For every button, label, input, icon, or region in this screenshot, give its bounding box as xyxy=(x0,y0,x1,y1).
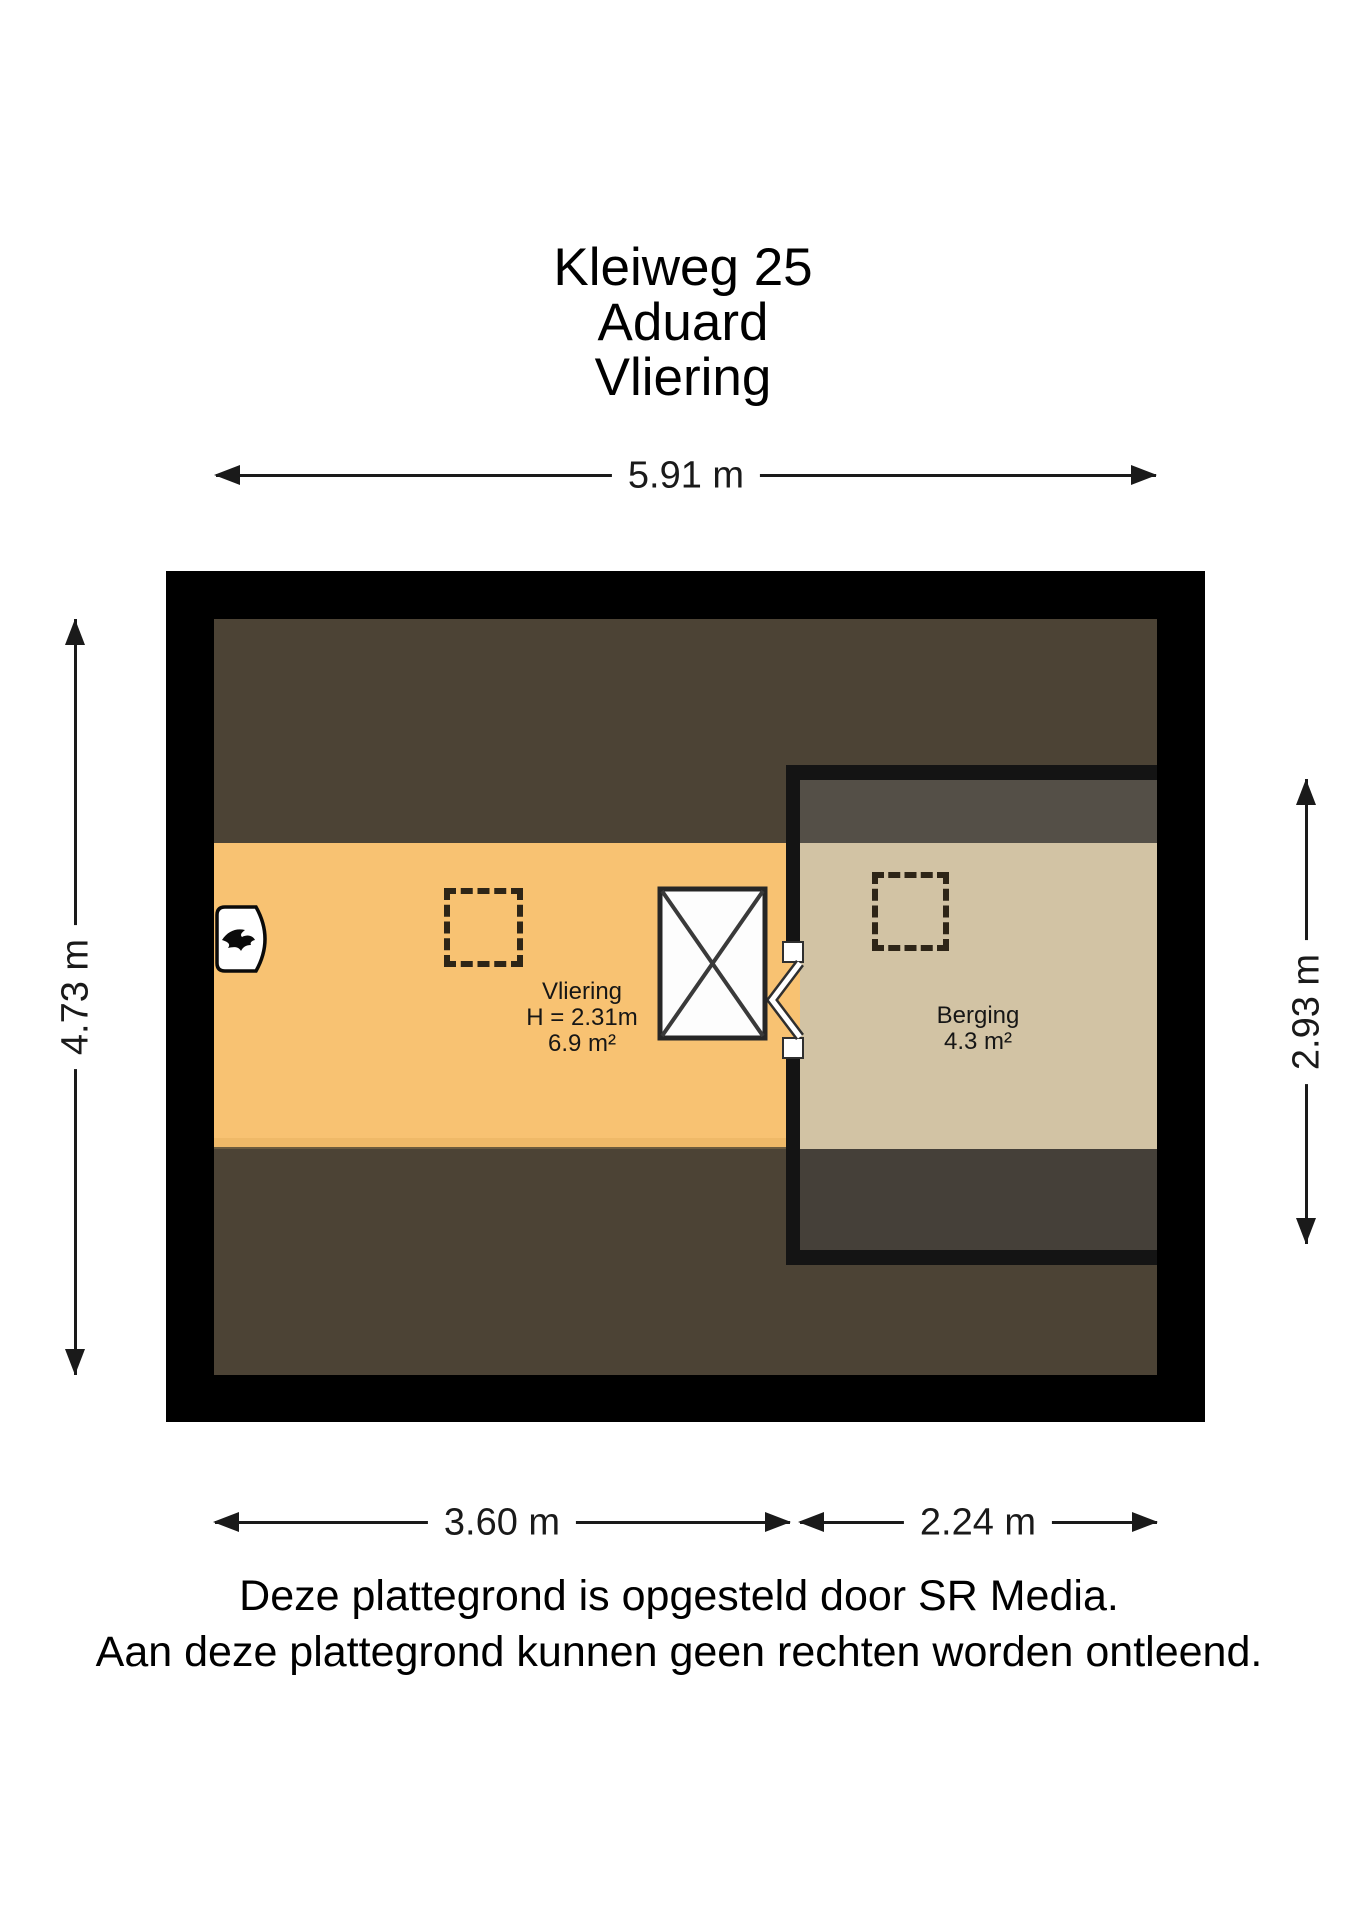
label-vliering xyxy=(482,979,682,1057)
arrow-right-icon xyxy=(765,1512,791,1532)
dimension-label-bottom-right: 2.24 m xyxy=(904,1502,1052,1545)
arrow-up-icon xyxy=(65,619,85,645)
arrow-down-icon xyxy=(1296,1218,1316,1244)
dashed-opening-berging xyxy=(872,872,949,951)
title-address: Kleiweg 25 xyxy=(553,238,813,297)
room-berging-floor xyxy=(800,843,1157,1149)
room-name: Vliering xyxy=(541,978,623,1005)
label-berging xyxy=(878,1003,1078,1055)
dimension-label-left: 4.73 m xyxy=(55,925,98,1069)
title-city: Aduard xyxy=(597,293,769,352)
footer-line-1: Deze plattegrond is opgesteld door SR Media. xyxy=(239,1572,1119,1620)
room-name: Berging xyxy=(936,1002,1020,1029)
boiler-flame-icon xyxy=(214,904,280,974)
footer-line-2: Aan deze plattegrond kunnen geen rechten worden ontleend. xyxy=(95,1628,1263,1676)
arrow-right-icon xyxy=(1132,1512,1158,1532)
arrow-down-icon xyxy=(65,1349,85,1375)
arrow-left-icon xyxy=(214,465,240,485)
berging-sloped-ceiling-bottom xyxy=(800,1149,1157,1250)
dimension-label-right: 2.93 m xyxy=(1286,940,1329,1084)
berging-sloped-ceiling-top xyxy=(800,780,1157,843)
floor-edge-shading xyxy=(214,1138,786,1149)
arrow-left-icon xyxy=(798,1512,824,1532)
footer-disclaimer xyxy=(0,1568,1358,1680)
dimension-label-top: 5.91 m xyxy=(612,455,760,498)
room-area: 4.3 m² xyxy=(943,1028,1012,1055)
title-floor: Vliering xyxy=(594,348,772,407)
room-height: H = 2.31m xyxy=(526,1004,638,1031)
arrow-right-icon xyxy=(1131,465,1157,485)
dashed-opening-vliering xyxy=(444,888,523,967)
arrow-up-icon xyxy=(1296,779,1316,805)
room-area: 6.9 m² xyxy=(547,1030,616,1057)
arrow-left-icon xyxy=(213,1512,239,1532)
dimension-label-bottom-left: 3.60 m xyxy=(428,1502,576,1545)
page-title xyxy=(333,240,1033,405)
